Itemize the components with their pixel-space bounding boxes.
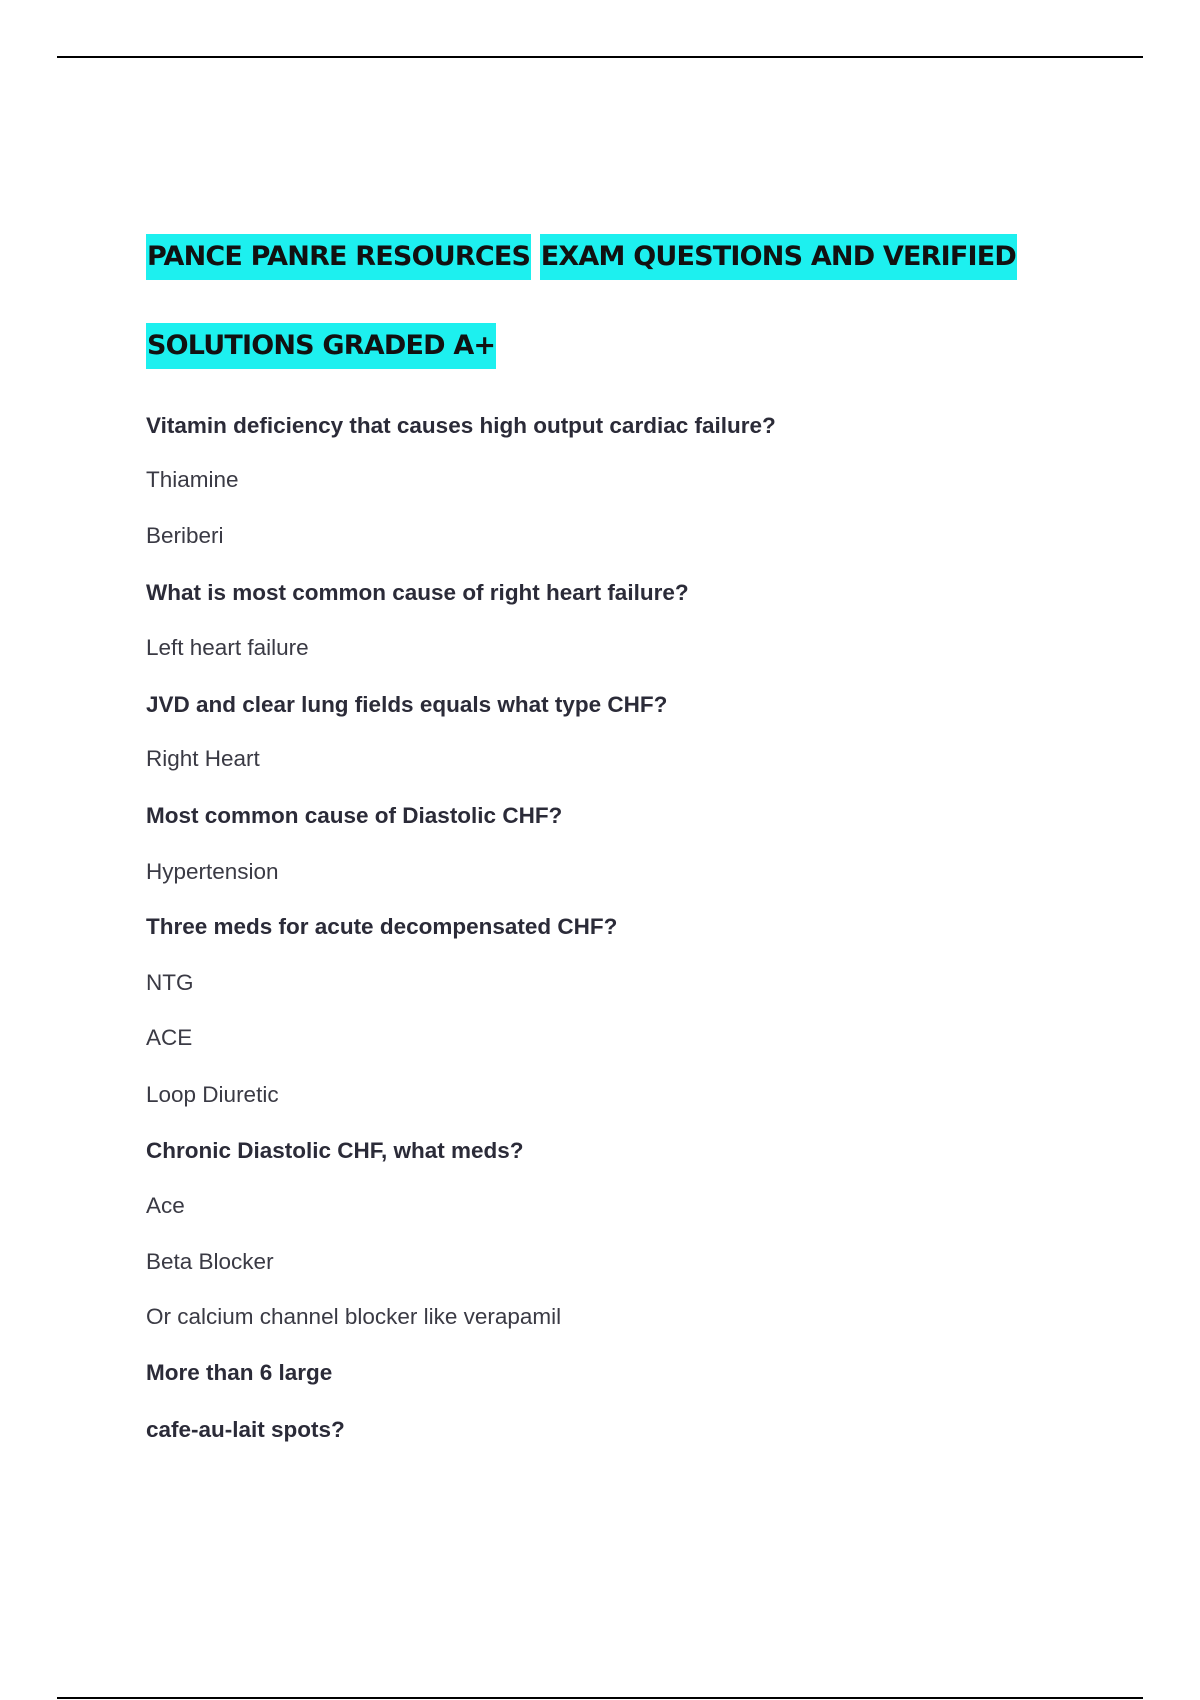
question-text: Three meds for acute decompensated CHF? [146,914,618,939]
question-text: JVD and clear lung fields equals what type CHF? [146,692,668,717]
answer-text: Ace [146,1193,185,1218]
question-text: Vitamin deficiency that causes high output cardiac failure? [146,413,776,438]
document-title-line-2 [146,323,496,369]
answer-text: Left heart failure [146,635,309,660]
question-text: Chronic Diastolic CHF, what meds? [146,1138,524,1163]
answer-text: Loop Diuretic [146,1082,279,1107]
question-text: More than 6 large [146,1360,333,1385]
answer-text: Right Heart [146,746,260,771]
answer-text: Hypertension [146,859,279,884]
title-highlight-segment: SOLUTIONS GRADED A+ [146,323,496,369]
footer-rule [57,1697,1143,1699]
question-text: What is most common cause of right heart failure? [146,580,689,605]
answer-text: Beriberi [146,523,224,548]
title-highlight-segment: EXAM QUESTIONS AND VERIFIED [540,234,1017,280]
answer-text: Thiamine [146,467,239,492]
document-title-line-1 [146,234,1017,280]
header-rule [57,56,1143,58]
answer-text: NTG [146,970,194,995]
title-highlight-segment: PANCE PANRE RESOURCES [146,234,531,280]
question-text: cafe-au-lait spots? [146,1417,345,1442]
answer-text: Or calcium channel blocker like verapamil [146,1304,562,1329]
answer-text: ACE [146,1025,193,1050]
answer-text: Beta Blocker [146,1249,274,1274]
question-text: Most common cause of Diastolic CHF? [146,803,563,828]
